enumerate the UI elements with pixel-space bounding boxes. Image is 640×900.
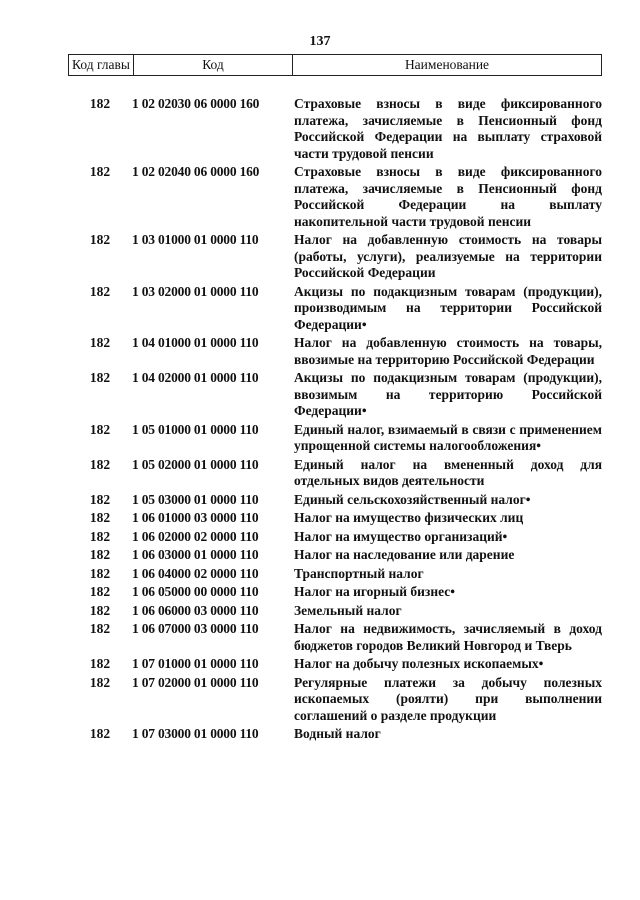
row-chapter-code: 182 — [89, 491, 111, 507]
row-name: Налог на добавленную стоимость на товары (работы, услуги), реализуемые на территории Российской Федерации — [294, 232, 602, 280]
table-row — [68, 675, 602, 725]
table-row — [68, 603, 602, 620]
row-budget-code: 1 02 02030 06 0000 160 — [132, 96, 260, 111]
row-budget-code: 1 06 06000 03 0000 110 — [132, 602, 259, 618]
row-chapter-code: 182 — [89, 283, 111, 299]
row-chapter-code: 182 — [89, 656, 111, 671]
row-chapter-code: 182 — [89, 232, 111, 247]
row-name: Налог на имущество физических лиц — [294, 510, 524, 525]
row-name: Единый налог на вмененный доход для отдельных видов деятельности — [294, 456, 602, 488]
table-row — [68, 584, 602, 601]
row-budget-code: 1 06 07000 03 0000 110 — [132, 621, 259, 636]
row-budget-code: 1 06 02000 02 0000 110 — [132, 528, 259, 544]
row-budget-code: 1 07 01000 01 0000 110 — [132, 656, 259, 671]
row-budget-code: 1 05 03000 01 0000 110 — [132, 491, 259, 507]
row-chapter-code: 182 — [89, 510, 111, 525]
table-row — [68, 621, 602, 654]
table-row — [68, 96, 602, 162]
row-budget-code: 1 02 02040 06 0000 160 — [132, 164, 260, 179]
table-row — [68, 510, 602, 527]
row-chapter-code: 182 — [89, 674, 111, 690]
table-row — [68, 529, 602, 546]
row-name: Страховые взносы в виде фиксированного платежа, зачисляемые в Пенсионный фонд Российской Федерации на выплату накопительной части трудовой пенсии — [294, 164, 602, 229]
table-row — [68, 656, 602, 673]
page-number: 137 — [309, 34, 331, 49]
row-name: Налог на наследование или дарение — [294, 547, 515, 562]
table-row — [68, 726, 602, 743]
table-row — [68, 335, 602, 368]
row-budget-code: 1 03 01000 01 0000 110 — [132, 232, 259, 247]
row-name: Земельный налог — [294, 602, 402, 618]
header-chapter-code: Код главы — [69, 55, 134, 76]
table-row — [68, 422, 602, 455]
table-row — [68, 492, 602, 509]
row-chapter-code: 182 — [89, 164, 111, 179]
row-budget-code: 1 05 01000 01 0000 110 — [132, 421, 259, 437]
row-budget-code: 1 04 01000 01 0000 110 — [132, 335, 259, 350]
header-code: Код — [134, 55, 293, 76]
row-name: Регулярные платежи за добычу полезных ископаемых (роялти) при выполнении соглашений о разделе продукции — [294, 674, 602, 723]
row-name: Налог на недвижимость, зачисляемый в доход бюджетов городов Великий Новгород и Тверь — [294, 621, 602, 653]
table-row — [68, 232, 602, 282]
row-chapter-code: 182 — [89, 726, 111, 741]
row-chapter-code: 182 — [89, 335, 111, 350]
table-row — [68, 284, 602, 334]
row-name: Налог на добычу полезных ископаемых• — [294, 656, 544, 671]
table-row — [68, 566, 602, 583]
row-name: Единый сельскохозяйственный налог• — [294, 491, 531, 507]
row-budget-code: 1 04 02000 01 0000 110 — [132, 370, 259, 385]
header-name: Наименование — [293, 55, 602, 76]
row-name: Единый налог, взимаемый в связи с применением упрощенной системы налогообложения• — [294, 421, 602, 453]
table-header — [68, 54, 602, 76]
table-row — [68, 457, 602, 490]
row-name: Акцизы по подакцизным товарам (продукции), производимым на территории Российской Федерации• — [294, 283, 602, 332]
row-budget-code: 1 07 03000 01 0000 110 — [132, 726, 259, 741]
row-budget-code: 1 06 01000 03 0000 110 — [132, 510, 259, 525]
row-name: Налог на добавленную стоимость на товары, ввозимые на территорию Российской Федерации — [294, 335, 602, 367]
row-budget-code: 1 06 05000 00 0000 110 — [132, 584, 259, 599]
row-chapter-code: 182 — [89, 621, 111, 636]
row-name: Налог на имущество организаций• — [294, 528, 508, 544]
row-chapter-code: 182 — [89, 370, 111, 385]
row-chapter-code: 182 — [89, 96, 111, 111]
row-chapter-code: 182 — [89, 456, 111, 472]
row-chapter-code: 182 — [89, 528, 111, 544]
row-budget-code: 1 06 04000 02 0000 110 — [132, 565, 259, 581]
row-chapter-code: 182 — [89, 602, 111, 618]
table-row — [68, 164, 602, 230]
row-chapter-code: 182 — [89, 547, 111, 562]
row-name: Транспортный налог — [294, 565, 424, 581]
row-chapter-code: 182 — [89, 421, 111, 437]
table-body — [68, 96, 602, 743]
row-budget-code: 1 06 03000 01 0000 110 — [132, 547, 259, 562]
row-chapter-code: 182 — [89, 565, 111, 581]
row-name: Страховые взносы в виде фиксированного платежа, зачисляемые в Пенсионный фонд Российской Федерации на выплату страховой части трудовой пенсии — [294, 96, 602, 161]
row-chapter-code: 182 — [89, 584, 111, 599]
table-row — [68, 370, 602, 420]
row-name: Налог на игорный бизнес• — [294, 584, 456, 599]
row-name: Акцизы по подакцизным товарам (продукции), ввозимым на территорию Российской Федерации• — [294, 370, 602, 418]
document-sheet — [68, 54, 602, 743]
row-budget-code: 1 07 02000 01 0000 110 — [132, 674, 259, 690]
row-name: Водный налог — [294, 726, 381, 741]
row-budget-code: 1 03 02000 01 0000 110 — [132, 283, 259, 299]
row-budget-code: 1 05 02000 01 0000 110 — [132, 456, 259, 472]
table-row — [68, 547, 602, 564]
